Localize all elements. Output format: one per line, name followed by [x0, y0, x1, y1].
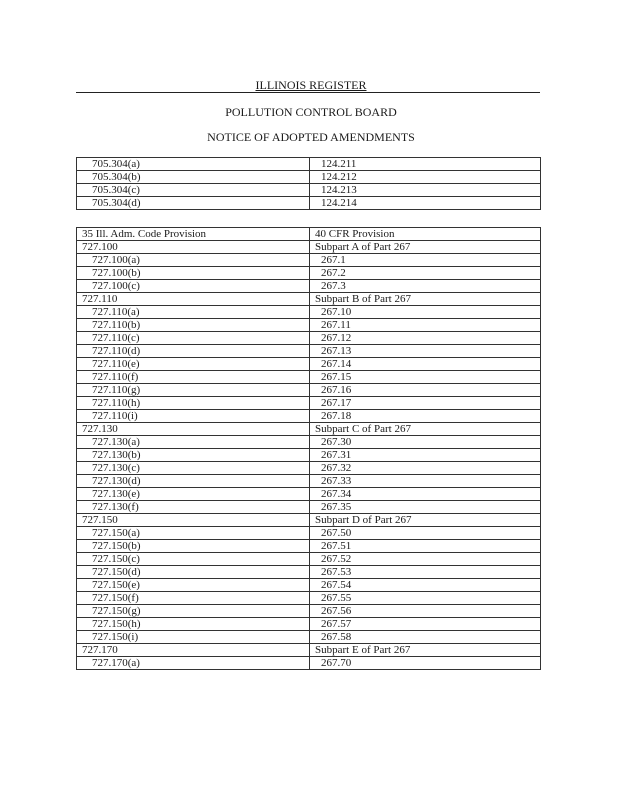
- table-row: [77, 254, 541, 267]
- table-row: [77, 410, 541, 423]
- provision-cell: 727.170(a): [77, 657, 310, 670]
- cfr-cell: 267.50: [310, 527, 541, 540]
- provision-cell: 727.110(f): [77, 371, 310, 384]
- table-row: [77, 514, 541, 527]
- cfr-cell: 267.3: [310, 280, 541, 293]
- cfr-cell: 267.11: [310, 319, 541, 332]
- table-row: [77, 171, 541, 184]
- table-row: [77, 618, 541, 631]
- provision-cell: 727.110(h): [77, 397, 310, 410]
- cfr-cell: 267.15: [310, 371, 541, 384]
- table-row: [77, 184, 541, 197]
- cfr-cell: 124.214: [310, 197, 541, 210]
- cfr-cell: 267.55: [310, 592, 541, 605]
- cfr-cell: 267.58: [310, 631, 541, 644]
- provision-cell: 727.150(g): [77, 605, 310, 618]
- column-header-cfr: 40 CFR Provision: [310, 228, 541, 241]
- table-row: [77, 553, 541, 566]
- provision-cell: 727.150(e): [77, 579, 310, 592]
- provision-cross-reference-body: [77, 241, 541, 670]
- table-header-row: [77, 228, 541, 241]
- provision-cell: 727.110: [77, 293, 310, 306]
- provision-cell: 727.110(g): [77, 384, 310, 397]
- table-row: [77, 488, 541, 501]
- cfr-cell: 267.34: [310, 488, 541, 501]
- cfr-cell: Subpart C of Part 267: [310, 423, 541, 436]
- provision-cell: 705.304(d): [77, 197, 310, 210]
- cfr-cell: 267.17: [310, 397, 541, 410]
- provision-table-continued: [76, 157, 541, 210]
- cfr-cell: 267.13: [310, 345, 541, 358]
- provision-cell: 727.150(a): [77, 527, 310, 540]
- cfr-cell: 124.212: [310, 171, 541, 184]
- provision-cell: 727.150(c): [77, 553, 310, 566]
- cfr-cell: 267.70: [310, 657, 541, 670]
- provision-table-continued-body: [77, 158, 541, 210]
- table-row: [77, 592, 541, 605]
- table-row: [77, 462, 541, 475]
- cfr-cell: 267.18: [310, 410, 541, 423]
- provision-cell: 727.100(c): [77, 280, 310, 293]
- provision-cell: 727.110(i): [77, 410, 310, 423]
- cfr-cell: 267.54: [310, 579, 541, 592]
- table-row: [77, 267, 541, 280]
- provision-cell: 727.110(e): [77, 358, 310, 371]
- provision-cell: 727.110(a): [77, 306, 310, 319]
- provision-cell: 727.130(d): [77, 475, 310, 488]
- table-row: [77, 158, 541, 171]
- cfr-cell: 267.10: [310, 306, 541, 319]
- register-title: [0, 78, 622, 92]
- provision-cell: 705.304(b): [77, 171, 310, 184]
- table-row: [77, 371, 541, 384]
- cfr-cell: 267.16: [310, 384, 541, 397]
- cfr-cell: 267.35: [310, 501, 541, 514]
- provision-cell: 727.110(c): [77, 332, 310, 345]
- provision-cell: 727.130: [77, 423, 310, 436]
- cfr-cell: 267.57: [310, 618, 541, 631]
- provision-cell: 727.130(a): [77, 436, 310, 449]
- provision-cell: 727.130(e): [77, 488, 310, 501]
- table-row: [77, 241, 541, 254]
- cfr-cell: Subpart D of Part 267: [310, 514, 541, 527]
- table-row: [77, 384, 541, 397]
- cfr-cell: 267.51: [310, 540, 541, 553]
- provision-cell: 727.100(a): [77, 254, 310, 267]
- table-row: [77, 449, 541, 462]
- provision-cell: 705.304(c): [77, 184, 310, 197]
- cfr-cell: 267.1: [310, 254, 541, 267]
- provision-cell: 705.304(a): [77, 158, 310, 171]
- cfr-cell: 267.2: [310, 267, 541, 280]
- table-row: [77, 605, 541, 618]
- table-row: [77, 319, 541, 332]
- table-row: [77, 197, 541, 210]
- table-row: [77, 566, 541, 579]
- provision-cell: 727.150(i): [77, 631, 310, 644]
- table-row: [77, 397, 541, 410]
- provision-cell: 727.130(b): [77, 449, 310, 462]
- provision-cell: 727.150: [77, 514, 310, 527]
- register-title-text: ILLINOIS REGISTER: [255, 78, 367, 92]
- table-row: [77, 345, 541, 358]
- cfr-cell: 124.211: [310, 158, 541, 171]
- cfr-cell: 267.52: [310, 553, 541, 566]
- provision-cell: 727.110(b): [77, 319, 310, 332]
- cfr-cell: 267.31: [310, 449, 541, 462]
- provision-cell: 727.100(b): [77, 267, 310, 280]
- table-row: [77, 475, 541, 488]
- table-row: [77, 280, 541, 293]
- table-row: [77, 306, 541, 319]
- table-row: [77, 644, 541, 657]
- cfr-cell: 267.14: [310, 358, 541, 371]
- cfr-cell: Subpart B of Part 267: [310, 293, 541, 306]
- table-row: [77, 579, 541, 592]
- cfr-cell: 124.213: [310, 184, 541, 197]
- table-row: [77, 540, 541, 553]
- provision-cell: 727.100: [77, 241, 310, 254]
- cfr-cell: 267.53: [310, 566, 541, 579]
- table-row: [77, 631, 541, 644]
- table-row: [77, 436, 541, 449]
- table-row: [77, 657, 541, 670]
- column-header-provision: 35 Ill. Adm. Code Provision: [77, 228, 310, 241]
- table-row: [77, 501, 541, 514]
- cfr-cell: 267.56: [310, 605, 541, 618]
- provision-cell: 727.130(c): [77, 462, 310, 475]
- cfr-cell: Subpart A of Part 267: [310, 241, 541, 254]
- provision-cell: 727.110(d): [77, 345, 310, 358]
- cfr-cell: 267.30: [310, 436, 541, 449]
- notice-title: NOTICE OF ADOPTED AMENDMENTS: [207, 130, 415, 144]
- header-rule: [76, 92, 540, 93]
- provision-cross-reference-table: [76, 227, 541, 670]
- cfr-cell: 267.12: [310, 332, 541, 345]
- cfr-cell: Subpart E of Part 267: [310, 644, 541, 657]
- table-row: [77, 423, 541, 436]
- provision-cell: 727.150(d): [77, 566, 310, 579]
- cfr-cell: 267.32: [310, 462, 541, 475]
- cfr-cell: 267.33: [310, 475, 541, 488]
- board-name: POLLUTION CONTROL BOARD: [225, 105, 397, 119]
- provision-cell: 727.170: [77, 644, 310, 657]
- provision-cell: 727.130(f): [77, 501, 310, 514]
- provision-cell: 727.150(h): [77, 618, 310, 631]
- table-row: [77, 332, 541, 345]
- provision-cell: 727.150(f): [77, 592, 310, 605]
- table-row: [77, 293, 541, 306]
- table-row: [77, 527, 541, 540]
- table-row: [77, 358, 541, 371]
- provision-cell: 727.150(b): [77, 540, 310, 553]
